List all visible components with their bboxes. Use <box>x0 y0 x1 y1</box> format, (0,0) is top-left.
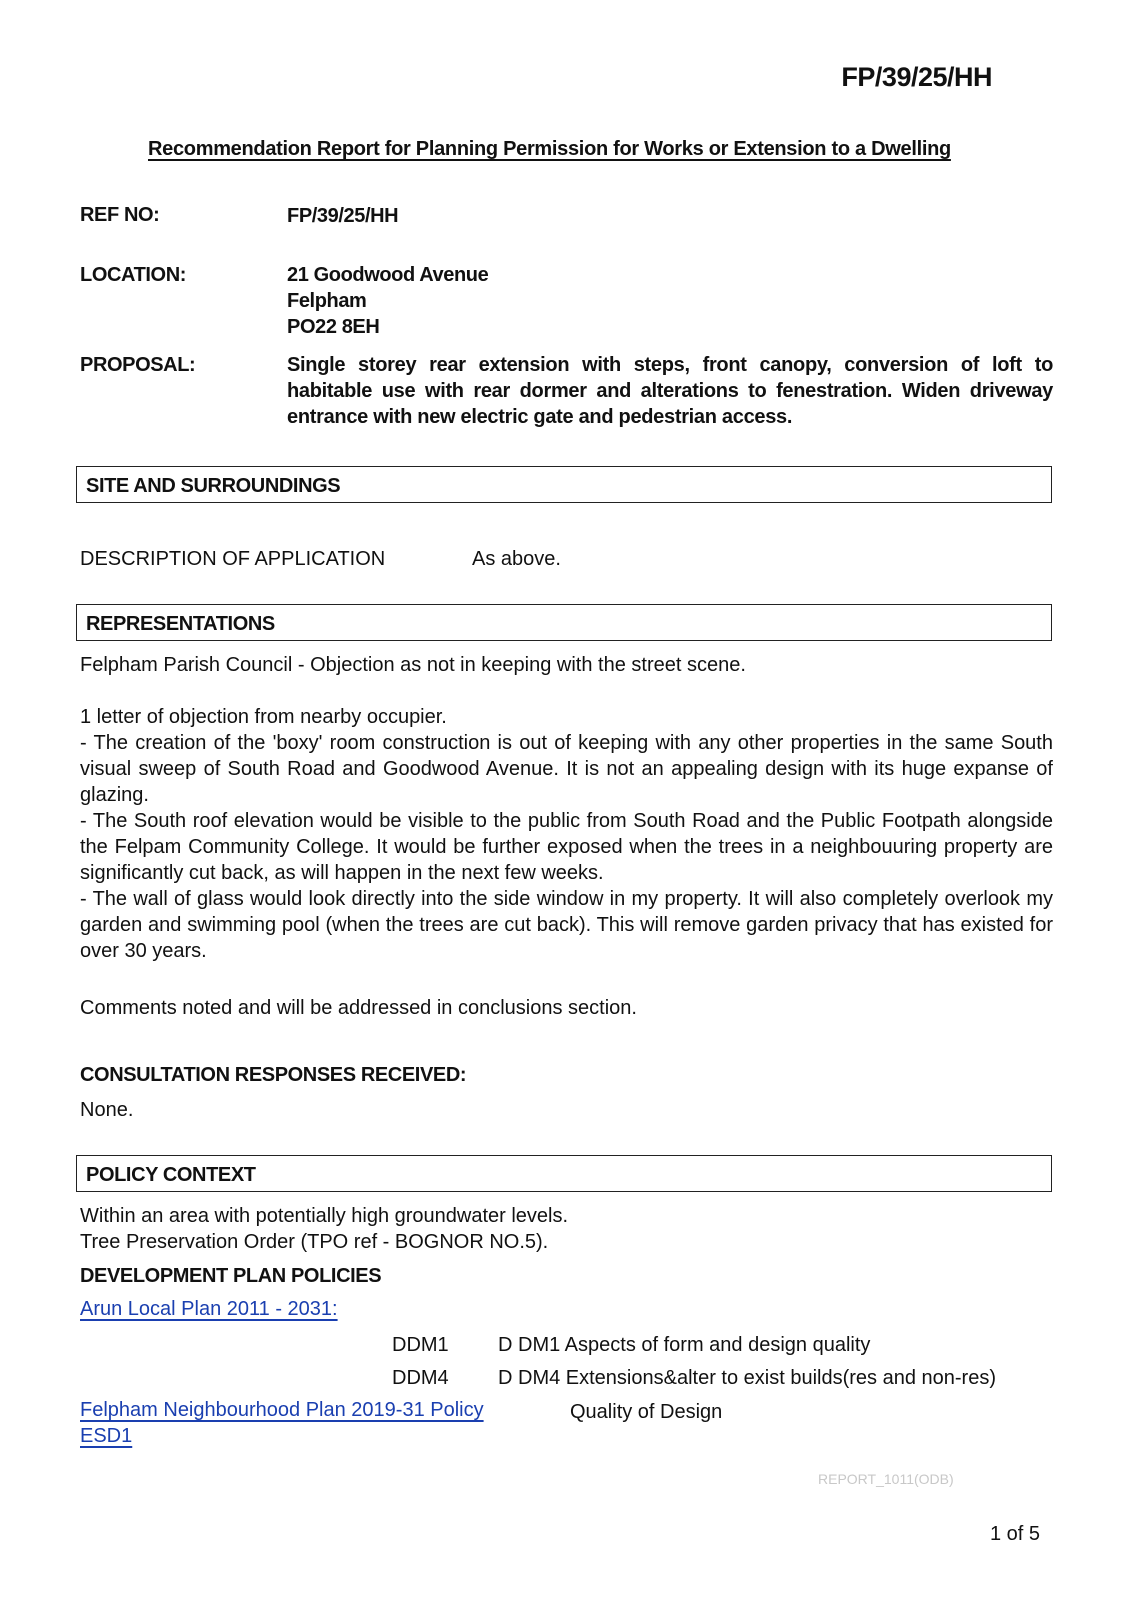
comments-noted: Comments noted and will be addressed in conclusions section. <box>80 997 637 1019</box>
location-address <box>287 262 488 340</box>
policy-tpo: Tree Preservation Order (TPO ref - BOGNOR NO.5). <box>80 1231 549 1253</box>
location-line: 21 Goodwood Avenue <box>287 264 489 286</box>
policy-groundwater: Within an area with potentially high groundwater levels. <box>80 1205 569 1227</box>
objection-point: - The South roof elevation would be visible to the public from South Road and the Public Footpath alongside the Felpam Community College. It would be further exposed when the trees in a neighbouuring property are significantly cut back, as will happen in the next few weeks. <box>80 810 1053 884</box>
consultation-heading: CONSULTATION RESPONSES RECEIVED: <box>80 1064 467 1086</box>
site-surroundings-heading: SITE AND SURROUNDINGS <box>76 466 1052 503</box>
policy-description: D DM4 Extensions&alter to exist builds(res and non-res) <box>498 1367 996 1389</box>
report-code: REPORT_1011(ODB) <box>818 1471 954 1487</box>
development-plan-heading: DEVELOPMENT PLAN POLICIES <box>80 1265 382 1287</box>
proposal-text: Single storey rear extension with steps, front canopy, conversion of loft to habitable use with rear dormer and alterations to fenestration. Widen driveway entrance with new electric gate and pedestrian access. <box>287 354 1053 428</box>
felpham-neighbourhood-plan-link[interactable]: Felpham Neighbourhood Plan 2019-31 Policy <box>80 1399 484 1421</box>
representations-heading: REPRESENTATIONS <box>76 604 1052 641</box>
felpham-esd1-link[interactable]: ESD1 <box>80 1425 133 1447</box>
consultation-value: None. <box>80 1099 134 1121</box>
header-reference: FP/39/25/HH <box>841 62 992 92</box>
policy-code: DDM1 <box>392 1334 449 1356</box>
objection-point: - The creation of the 'boxy' room construction is out of keeping with any other properties in the same South visual sweep of South Road and Goodwood Avenue. It is not an appealing design with its huge expanse of glazing. <box>80 732 1053 806</box>
location-line: Felpham <box>287 290 367 312</box>
policy-context-heading: POLICY CONTEXT <box>76 1155 1052 1192</box>
felpham-policy-description: Quality of Design <box>570 1401 723 1423</box>
policy-code: DDM4 <box>392 1367 449 1389</box>
page-number: 1 of 5 <box>990 1523 1041 1545</box>
objection-intro: 1 letter of objection from nearby occupier. <box>80 706 447 728</box>
location-label: LOCATION: <box>80 264 187 286</box>
report-title: Recommendation Report for Planning Permission for Works or Extension to a Dwelling <box>148 138 951 160</box>
ref-no-value: FP/39/25/HH <box>287 205 399 227</box>
description-value: As above. <box>472 548 561 570</box>
ref-no-label: REF NO: <box>80 204 160 226</box>
objection-point: - The wall of glass would look directly into the side window in my property. It will also completely overlook my garden and swimming pool (when the trees are cut back). This will remove garden privacy that has existed for over 30 years. <box>80 888 1053 962</box>
policy-description: D DM1 Aspects of form and design quality <box>498 1334 871 1356</box>
location-line: PO22 8EH <box>287 316 380 338</box>
description-label: DESCRIPTION OF APPLICATION <box>80 548 386 570</box>
proposal-label: PROPOSAL: <box>80 354 196 376</box>
arun-local-plan-link[interactable]: Arun Local Plan 2011 - 2031: <box>80 1298 338 1320</box>
objection-letter <box>80 704 1053 964</box>
parish-council-comment: Felpham Parish Council - Objection as not in keeping with the street scene. <box>80 654 746 676</box>
